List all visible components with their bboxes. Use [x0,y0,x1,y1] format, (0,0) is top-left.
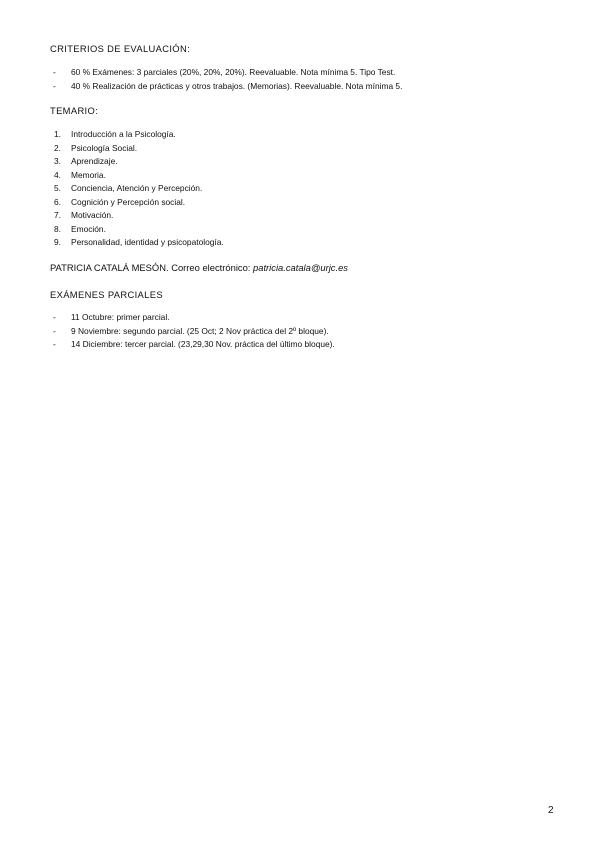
criterios-item-text: 60 % Exámenes: 3 parciales (20%, 20%, 20%). Reevaluable. Nota mínima 5. Tipo Test. [71,67,396,77]
temario-item [54,156,118,166]
list-number: 1. [54,129,61,139]
temario-heading: TEMARIO: [50,105,99,116]
list-number: 8. [54,223,61,234]
temario-item [54,143,137,153]
contact-line [50,262,348,273]
list-number: 2. [54,142,61,153]
professor-name: PATRICIA CATALÁ MESÓN. [50,262,169,273]
temario-item-text: Memoria. [71,169,106,180]
temario-item-text: Emoción. [71,223,106,234]
temario-item-text: Introducción a la Psicología. [71,129,176,139]
temario-item [54,224,106,234]
list-marker: - [53,81,56,91]
list-number: 3. [54,156,61,166]
examenes-item [53,326,329,336]
email-address[interactable]: patricia.catala@urjc.es [253,262,348,273]
criterios-heading: CRITERIOS DE EVALUACIÓN: [50,43,191,54]
temario-item-text: Psicología Social. [71,142,138,153]
temario-item-text: Motivación. [71,210,114,220]
page-number: 2 [548,805,554,816]
temario-item [54,197,185,207]
criterios-item-text: 40 % Realización de prácticas y otros trabajos. (Memorias). Reevaluable. Nota mínima 5. [71,81,403,91]
list-number: 9. [54,237,61,247]
list-number: 6. [54,196,61,207]
list-marker: - [53,312,56,322]
list-number: 7. [54,210,61,220]
temario-item [54,210,113,220]
examenes-item-text: 9 Noviembre: segundo parcial. (25 Oct; 2 Nov práctica del 2º bloque). [71,325,329,336]
temario-item-text: Conciencia, Atención y Percepción. [71,183,203,193]
examenes-item-text: 11 Octubre: primer parcial. [71,312,170,322]
criterios-item [53,67,395,77]
temario-item-text: Personalidad, identidad y psicopatología. [71,237,224,247]
list-number: 5. [54,183,61,193]
list-marker: - [53,67,56,77]
examenes-heading: EXÁMENES PARCIALES [50,289,163,300]
temario-item-text: Aprendizaje. [71,156,118,166]
email-label: Correo electrónico: [171,262,251,273]
temario-item [54,183,202,193]
temario-item [54,170,106,180]
list-marker: - [53,325,56,336]
criterios-item [53,81,402,91]
temario-item [54,129,176,139]
list-marker: - [53,339,56,349]
examenes-item [53,339,335,349]
temario-item [54,237,224,247]
examenes-item [53,312,170,322]
temario-item-text: Cognición y Percepción social. [71,196,186,207]
list-number: 4. [54,169,61,180]
examenes-item-text: 14 Diciembre: tercer parcial. (23,29,30 Nov. práctica del último bloque). [71,339,335,349]
